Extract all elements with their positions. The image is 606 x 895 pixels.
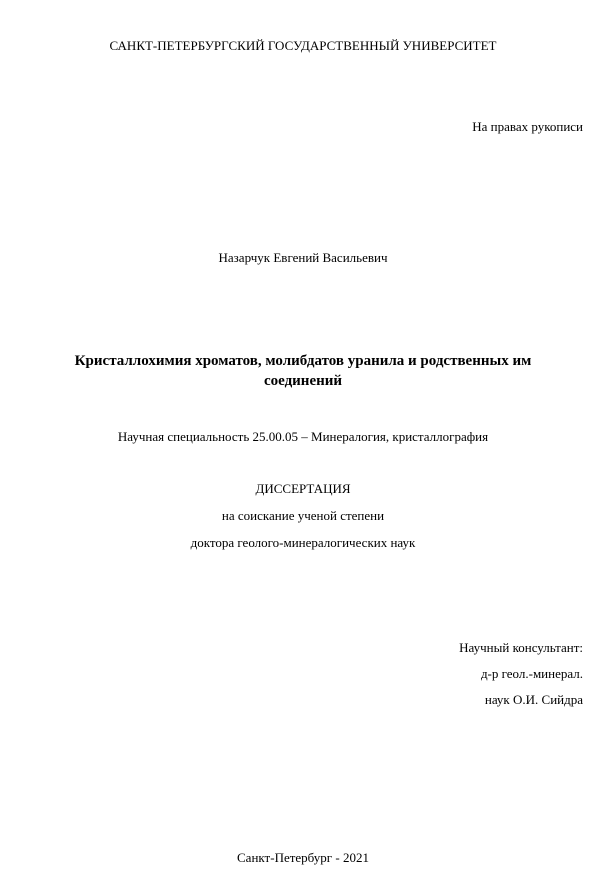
specialty: Научная специальность 25.00.05 – Минералогия, кристаллография [117, 429, 489, 444]
degree-line-2: доктора геолого-минералогических наук [190, 535, 416, 550]
manuscript-note: На правах рукописи [472, 119, 583, 134]
consultant-name: наук О.И. Сийдра [484, 692, 583, 707]
author-name: Назарчук Евгений Васильевич [218, 250, 388, 265]
consultant-label: Научный консультант: [459, 640, 583, 655]
consultant-degree: д-р геол.-минерал. [480, 666, 583, 681]
work-type: ДИССЕРТАЦИЯ [255, 481, 351, 496]
university-name: САНКТ-ПЕТЕРБУРГСКИЙ ГОСУДАРСТВЕННЫЙ УНИВЕРСИТЕТ [109, 38, 497, 53]
dissertation-title-line-1: Кристаллохимия хроматов, молибдатов уранила и родственных им [74, 353, 532, 369]
city-year: Санкт-Петербург - 2021 [237, 850, 369, 865]
degree-line-1: на соискание ученой степени [221, 508, 385, 523]
dissertation-title-line-2: соединений [263, 373, 343, 389]
